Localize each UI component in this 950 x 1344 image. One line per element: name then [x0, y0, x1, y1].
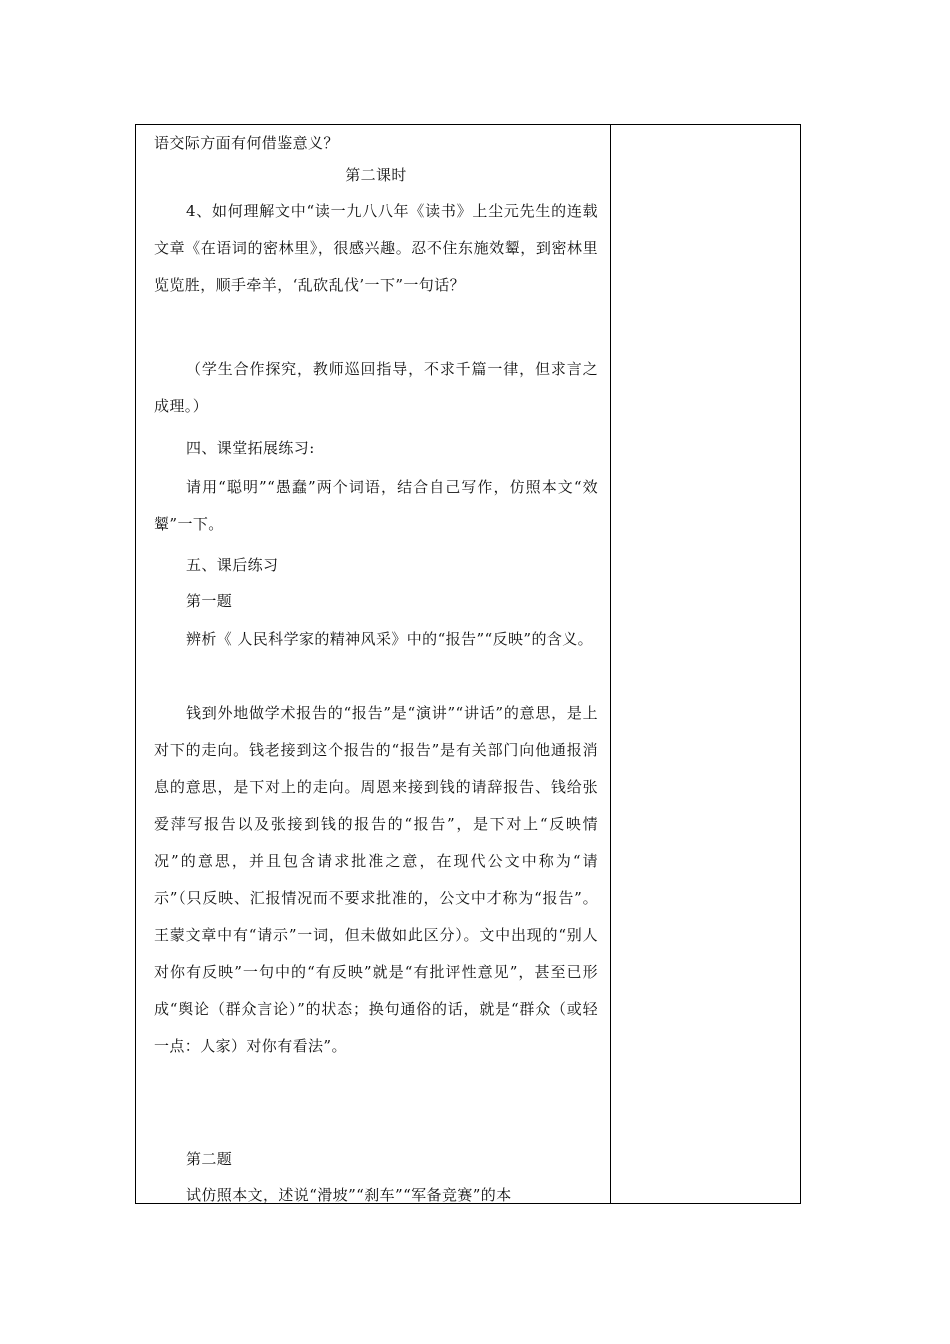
lesson-plan-table [135, 124, 801, 1204]
section-heading-homework: 五、课后练习 [186, 556, 279, 574]
paragraph-continuation: 语交际方面有何借鉴意义？ [154, 134, 339, 152]
homework-question-1-heading: 第一题 [186, 592, 233, 610]
section-heading-extension-exercise: 四、课堂拓展练习: [186, 439, 315, 457]
teaching-note: （学生合作探究，教师巡回指导，不求千篇一律，但求言之成理。） [154, 360, 598, 415]
homework-question-2-prompt: 试仿照本文，述说“滑坡”“刹车”“军备竞赛”的本 [186, 1186, 512, 1204]
notes-cell [611, 125, 800, 1203]
question-4: 4、如何理解文中“读一九八八年《读书》上尘元先生的连载文章《在语词的密林里》，很感兴趣。忍不住东施效颦，到密林里览览胜，顺手牵羊，‘乱砍乱伐’一下”一句话？ [154, 202, 598, 294]
homework-question-2-heading: 第二题 [186, 1150, 233, 1168]
section-heading-second-lesson: 第二课时 [345, 166, 407, 184]
homework-question-1-prompt: 辨析《 人民科学家的精神风采》中的“报告”“反映”的含义。 [186, 630, 594, 648]
extension-exercise-prompt: 请用“聪明”“愚蠢”两个词语，结合自己写作，仿照本文“效颦”一下。 [154, 478, 598, 533]
homework-question-1-answer: 钱到外地做学术报告的“报告”是“演讲”“讲话”的意思，是上对下的走向。钱老接到这个报告的“报告”是有关部门向他通报消息的意思，是下对上的走向。周恩来接到钱的请辞报告、钱给张爱萍写报告以及张接到钱的报告的“报告”，是下对上“反映情况”的意思，并且包含请求批准之意，在现代公文中称为“请示”（只反映、汇报情况而不要求批准的，公文中才称为“报告”。王蒙文章中有“请示”一词，但未做如此区分）。文中出现的“别人对你有反映”一句中的“有反映”就是“有批评性意见”，甚至已形成“舆论（群众言论）”的状态；换句通俗的话，就是“群众（或轻一点：人家）对你有看法”。 [154, 704, 598, 1055]
lesson-content-cell [136, 125, 610, 1203]
